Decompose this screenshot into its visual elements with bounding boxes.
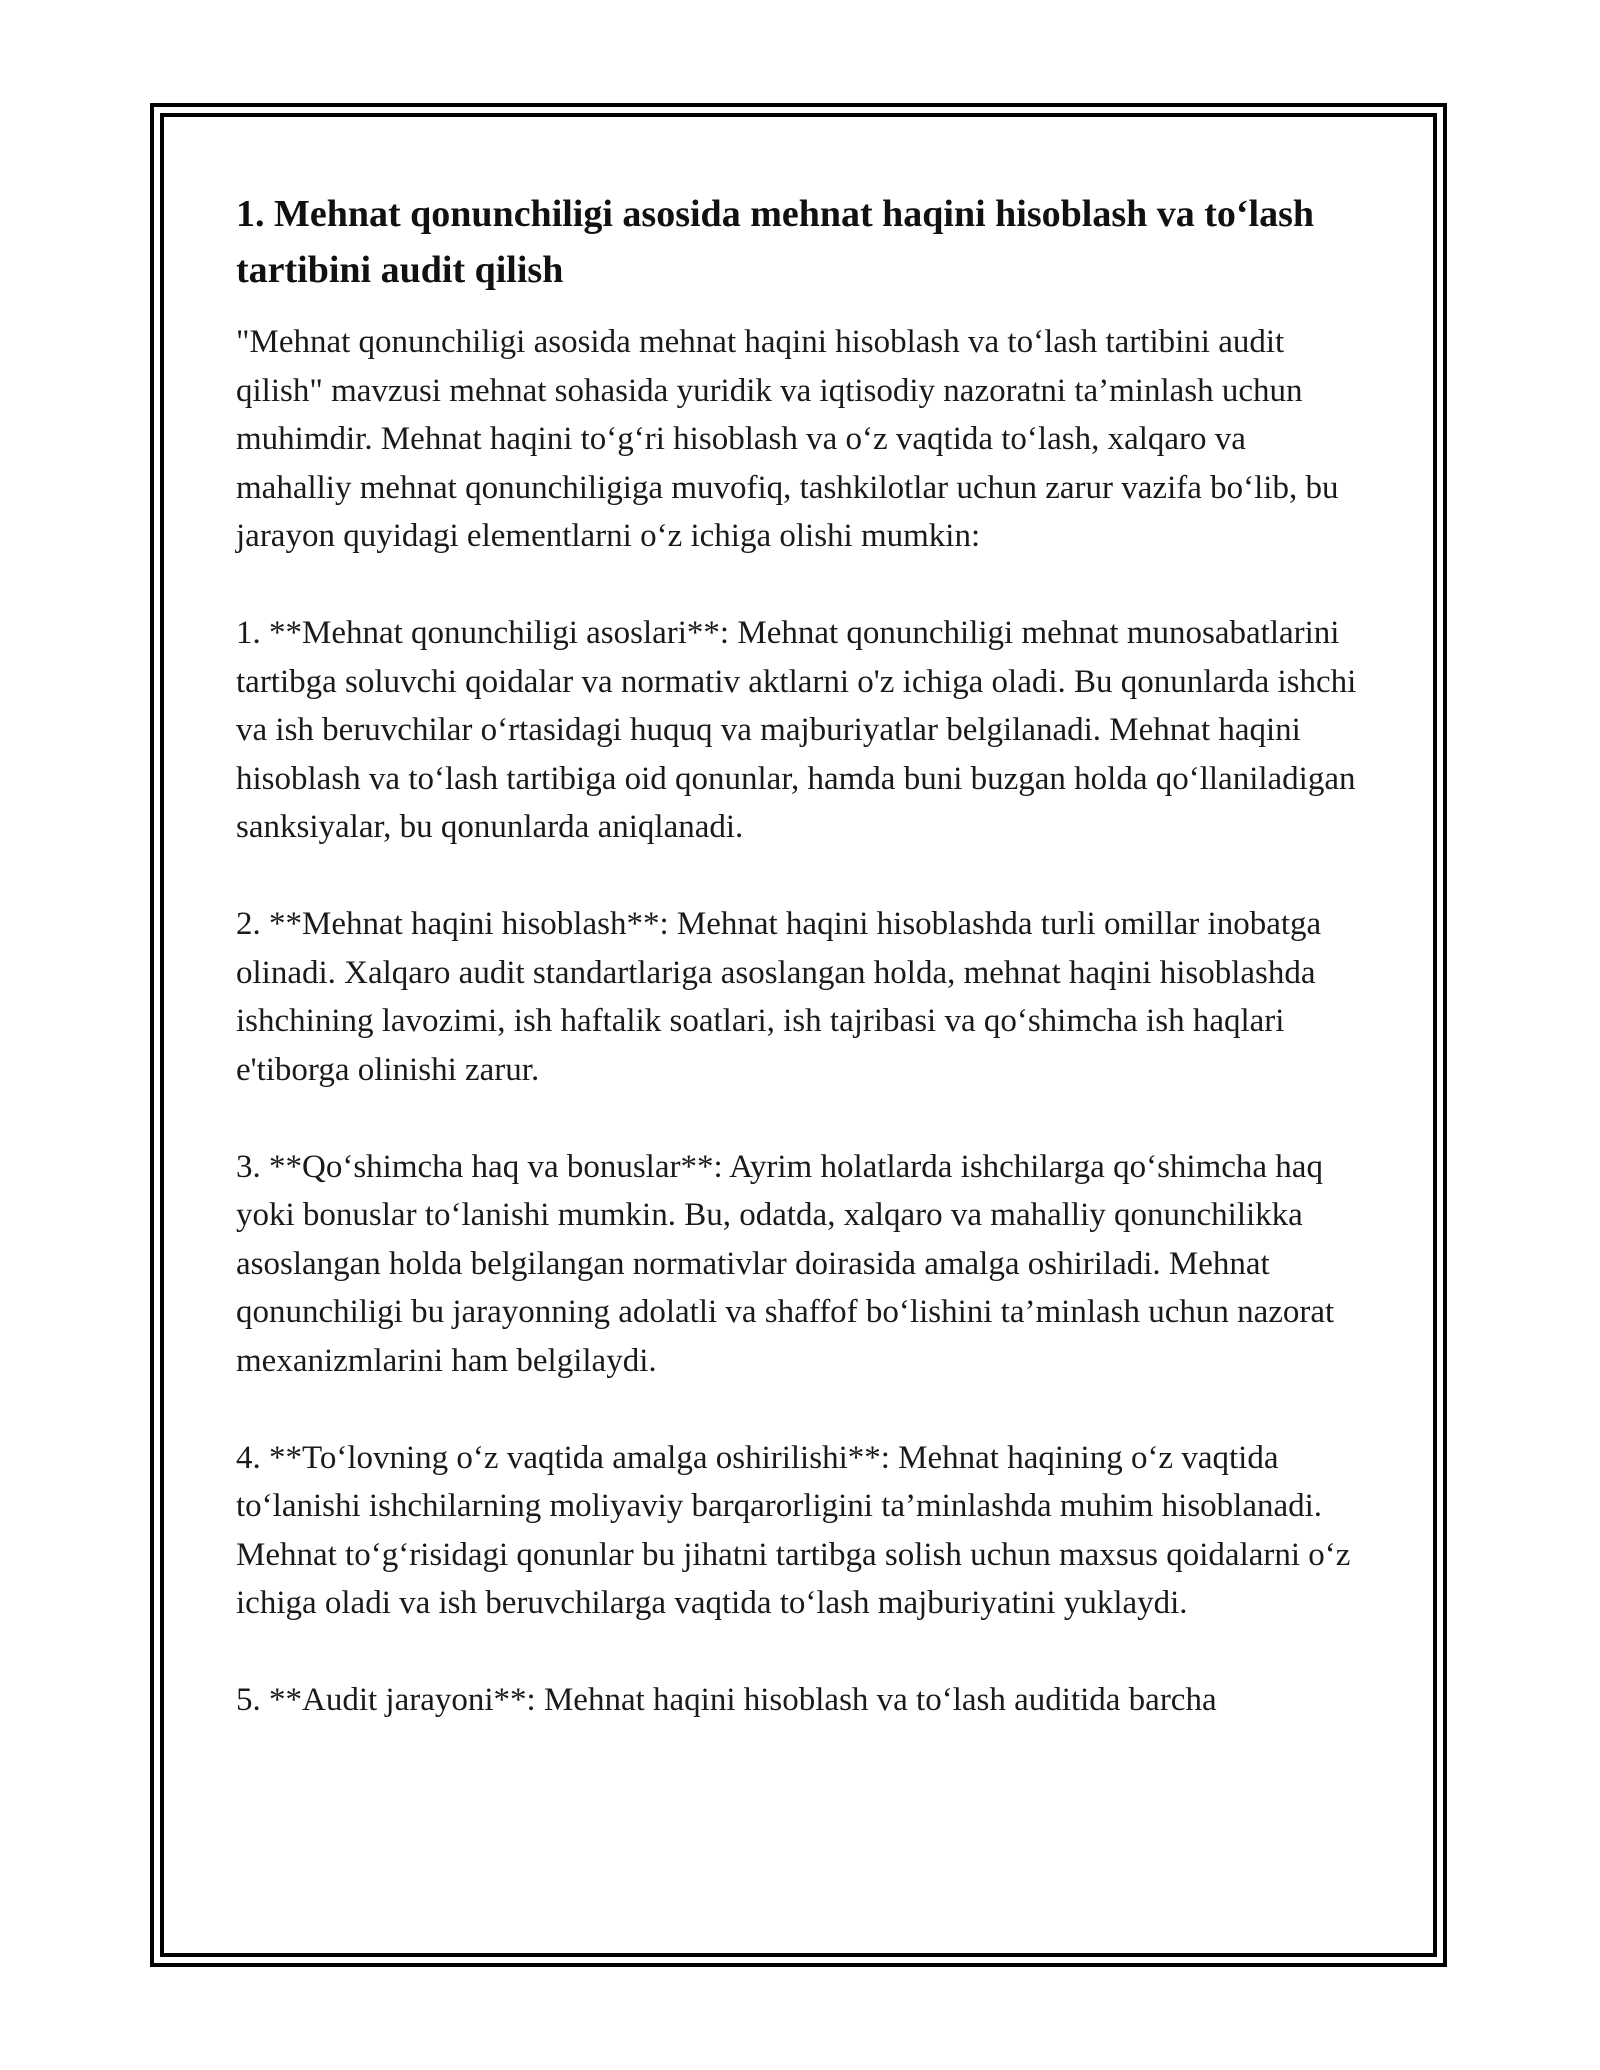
paragraph-item-1: 1. **Mehnat qonunchiligi asoslari**: Mehnat qonunchiligi mehnat munosabatlarini tartibga soluvchi qoidalar va normativ aktlarni o'z ichiga oladi. Bu qonunlarda ishchi va ish beruvchilar o‘rtasidagi huquq va majburiyatlar belgilanadi. Mehnat haqini hisoblash va to‘lash tartibiga oid qonunlar, hamda buni buzgan holda qo‘llaniladigan sanksiyalar, bu qonunlarda aniqlanadi. <box>236 615 1357 845</box>
paragraph-intro: "Mehnat qonunchiligi asosida mehnat haqini hisoblash va to‘lash tartibini audit qilish" mavzusi mehnat sohasida yuridik va iqtisodiy nazoratni ta’minlash uchun muhimdir. Mehnat haqini to‘g‘ri hisoblash va o‘z vaqtida to‘lash, xalqaro va mahalliy mehnat qonunchiligiga muvofiq, tashkilotlar uchun zarur vazifa bo‘lib, bu jarayon quyidagi elementlarni o‘z ichiga olishi mumkin: <box>236 324 1339 554</box>
paragraph-item-4: 4. **To‘lovning o‘z vaqtida amalga oshirilishi**: Mehnat haqining o‘z vaqtida to‘lanishi ishchilarning moliyaviy barqarorligini ta’minlashda muhim hisoblanadi. Mehnat to‘g‘risidagi qonunlar bu jihatni tartibga solish uchun maxsus qoidalarni o‘z ichiga oladi va ish beruvchilarga vaqtida to‘lash majburiyatini yuklaydi. <box>236 1439 1351 1621</box>
section-title: 1. Mehnat qonunchiligi asosida mehnat haqini hisoblash va to‘lash tartibini audit qilish <box>236 193 1315 291</box>
paragraph-item-2: 2. **Mehnat haqini hisoblash**: Mehnat haqini hisoblashda turli omillar inobatga olinadi. Xalqaro audit standartlariga asoslangan holda, mehnat haqini hisoblashda ishchining lavozimi, ish haftalik soatlari, ish tajribasi va qo‘shimcha ish haqlari e'tiborga olinishi zarur. <box>236 906 1322 1088</box>
document-body <box>236 186 1366 1725</box>
paragraph-item-5: 5. **Audit jarayoni**: Mehnat haqini hisoblash va to‘lash auditida barcha <box>236 1682 1217 1718</box>
paragraph-item-3: 3. **Qo‘shimcha haq va bonuslar**: Ayrim holatlarda ishchilarga qo‘shimcha haq yoki bonuslar to‘lanishi mumkin. Bu, odatda, xalqaro va mahalliy qonunchilikka asoslangan holda belgilangan normativlar doirasida amalga oshiriladi. Mehnat qonunchiligi bu jarayonning adolatli va shaffof bo‘lishini ta’minlash uchun nazorat mexanizmlarini ham belgilaydi. <box>236 1148 1335 1379</box>
